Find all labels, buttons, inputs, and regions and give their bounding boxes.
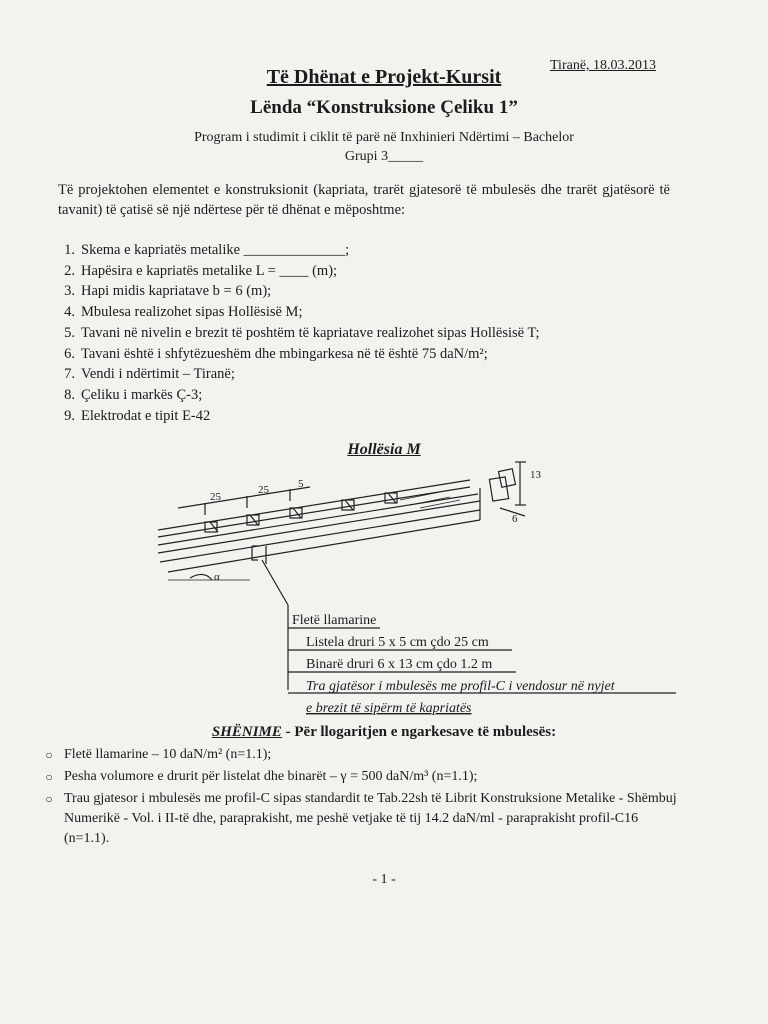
bullet-icon: ○ xyxy=(45,792,53,806)
label-battens: Listela druri 5 x 5 cm çdo 25 cm xyxy=(306,635,489,650)
document-title: Të Dhënat e Projekt-Kursit xyxy=(266,66,502,88)
label-purlin: Tra gjatësor i mbulesës me profil-C i vendosur në nyjet xyxy=(306,679,615,694)
label-rails: Binarë druri 6 x 13 cm çdo 1.2 m xyxy=(306,657,493,672)
dim-e: 6 xyxy=(512,513,518,525)
note-item: ○ Pesha volumore e drurit për listelat dhe binarët – γ = 500 daN/m³ (n=1.1); xyxy=(42,767,682,787)
leader-line xyxy=(262,560,288,605)
list-item: 9. Elektrodat e tipit E-42 xyxy=(64,407,211,424)
study-program: Program i studimit i ciklit të parë në Inxhinieri Ndërtimi – Bachelor xyxy=(194,130,574,145)
list-item: 6. Tavani është i shfytëzueshëm dhe mbingarkesa në të është 75 daN/m²; xyxy=(64,345,488,362)
angle-label: α xyxy=(214,571,220,583)
list-item: 4. Mbulesa realizohet sipas Hollësisë M; xyxy=(64,304,303,321)
dim-a: 25 xyxy=(210,491,221,503)
list-item: 3. Hapi midis kapriatave b = 6 (m); xyxy=(64,283,272,300)
note-item: ○ Trau gjatesor i mbulesës me profil-C sipas standardit te Tab.22sh të Librit Konstruksione Metalike - Shëmbuj Numerikë - Vol. i II-të dhe, paraprakisht, me peshë vetjake të tij 14.2 daN/ml - paraprakisht profil-C16 (n=1.1). xyxy=(42,789,682,849)
list-item: 8. Çeliku i markës Ç-3; xyxy=(64,386,203,403)
list-item: 2. Hapësira e kapriatës metalike L = ____ (m); xyxy=(64,262,338,279)
page-number: - 1 - xyxy=(372,872,396,887)
bullet-icon: ○ xyxy=(45,748,53,762)
notes-list xyxy=(42,745,682,851)
document-date: Tiranë, 18.03.2013 xyxy=(550,58,657,73)
detail-title: Hollësia M xyxy=(347,441,421,458)
dim-d: 13 xyxy=(530,469,541,481)
dim-c: 5 xyxy=(298,478,304,490)
list-item: 1. Skema e kapriatës metalike ______________; xyxy=(64,242,350,258)
intro-paragraph: Të projektohen elementet e konstruksionit (kapriata, trarët gjatesorë të mbulesës dhe trarët gjatësorë të tavanit) të çatisë së një ndërtese për të dhënat e mëposhtme: xyxy=(58,182,670,218)
c-profile-purlin xyxy=(252,546,266,564)
list-item: 5. Tavani në nivelin e brezit të poshtëm të kapriatave realizohet sipas Hollësisë T; xyxy=(64,324,540,341)
notes-title: SHËNIME - Për llogaritjen e ngarkesave të mbulesës: xyxy=(211,724,557,740)
dim-b: 25 xyxy=(258,484,269,496)
label-purlin-cont: e brezit të sipërm të kapriatës xyxy=(306,701,472,716)
group-line: Grupi 3_____ xyxy=(344,149,424,164)
rafter-board xyxy=(489,477,508,501)
subject-title: Lënda “Konstruksione Çeliku 1” xyxy=(250,97,518,118)
bullet-icon: ○ xyxy=(45,770,53,784)
list-item: 7. Vendi i ndërtimit – Tiranë; xyxy=(64,366,235,383)
label-sheet: Fletë llamarine xyxy=(292,613,377,628)
note-item: ○ Fletë llamarine – 10 daN/m² (n=1.1); xyxy=(42,745,682,765)
